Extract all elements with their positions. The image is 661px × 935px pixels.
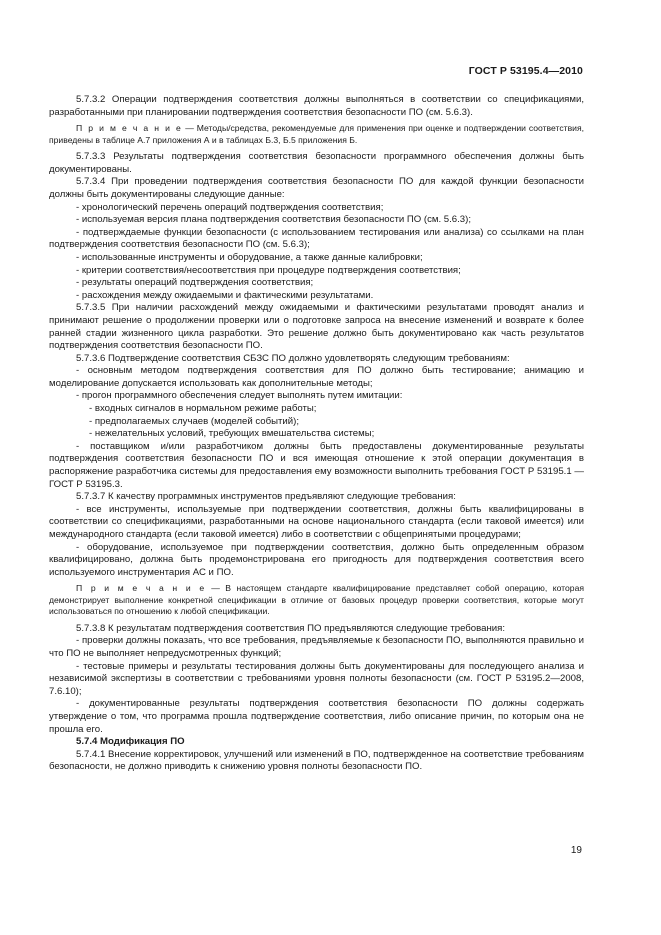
document-body (49, 94, 584, 774)
list-item: - подтверждаемые функции безопасности (с использованием тестирования или анализа) со ссылками на план подтверждения соответствия безопасности ПО (см. 5.6.3); (49, 226, 584, 251)
paragraph-5-7-3-4: 5.7.3.4 При проведении подтверждения соответствия безопасности ПО для каждой функции безопасности должны быть документированы следующие данные: (49, 176, 584, 200)
sub-list-item: - предполагаемых случаев (моделей событий); (89, 415, 299, 427)
note-methods (49, 123, 584, 146)
document-number-header: ГОСТ Р 53195.4—2010 (468, 65, 583, 77)
list-item: - использованные инструменты и оборудование, а также данные калибровки; (76, 251, 423, 263)
list-item: - поставщиком и/или разработчиком должны быть предоставлены документированные результаты подтверждения соответствия безопасности ПО и вся имеющая отношение к этой операции документация в распоряжение разработчика системы для предоставления ему возможности выполнить требования ГОСТ Р 53195.1 — ГОСТ Р 53195.3. (49, 440, 584, 490)
note-label: П р и м е ч а н и е (76, 123, 183, 134)
note-label: П р и м е ч а н и е (76, 583, 206, 594)
list-item: - расхождения между ожидаемыми и фактическими результатами. (76, 289, 374, 301)
list-item: - результаты операций подтверждения соответствия; (76, 277, 314, 289)
paragraph-5-7-3-2: 5.7.3.2 Операции подтверждения соответствия должны выполняться в соответствии со спецификациями, разработанными при планировании подтверждения соответствия безопасности ПО (см. 5.6.3). (49, 94, 584, 118)
paragraph-5-7-4-1: 5.7.4.1 Внесение корректировок, улучшений или изменений в ПО, подтвержденное на соответствие требованиям безопасности, не должно приводить к снижению уровня полноты безопасности ПО. (49, 748, 584, 773)
note-text: — Методы/средства, рекомендуемые для применения при оценке и подтверждении соответствия, приведены в таблице А.7 приложения А и в таблицах Б.3, Б.5 приложения Б. (49, 123, 584, 145)
list-item: - тестовые примеры и результаты тестирования должны быть документированы для последующего анализа и независимой экспертизы в соответствии с требованиями уровня полноты безопасности (см. ГОСТ Р 53195.2—2008, 7.6.10); (49, 660, 584, 697)
paragraph-5-7-3-8: 5.7.3.8 К результатам подтверждения соответствия ПО предъявляются следующие требования: (76, 622, 505, 634)
list-item: - оборудование, используемое при подтверждении соответствия, должно быть определенным образом квалифицировано, должна быть продемонстрирована его пригодность для подтверждения соответствия всего используемого инструментария АС и ПО. (49, 541, 584, 578)
paragraph-5-7-3-5: 5.7.3.5 При наличии расхождений между ожидаемыми и фактическими результатами проводят анализ и принимают решение о продолжении проверки или о подготовке запроса на внесение изменений и возврате к более ранней стадии жизненного цикла разработки. Это решение должно быть документировано как часть результатов подтверждения соответствия безопасности ПО. (49, 302, 584, 352)
list-item: - прогон программного обеспечения следует выполнять путем имитации: (76, 390, 403, 402)
list-item: - хронологический перечень операций подтверждения соответствия; (76, 201, 384, 213)
page-number: 19 (570, 845, 582, 856)
note-qualification (49, 583, 584, 618)
list-item: - проверки должны показать, что все требования, предъявляемые к безопасности ПО, выполняются правильно и что ПО не выполняет непредусмотренных функций; (49, 635, 584, 660)
list-item: - критерии соответствия/несоответствия при процедуре подтверждения соответствия; (76, 264, 461, 276)
sub-list-item: - нежелательных условий, требующих вмешательства системы; (89, 428, 375, 440)
list-item: - основным методом подтверждения соответствия для ПО должно быть тестирование; анимацию и моделирование допускается использовать как дополнительные методы; (49, 365, 584, 389)
list-item: - все инструменты, используемые при подтверждении соответствия, должны быть квалифицированы в соответствии со спецификациями, разработанными на основе национального стандарта (если таковой имеется) или международного стандарта (если таковой имеется) либо в соответствии с общепринятыми процедурами; (49, 503, 584, 540)
sub-list-item: - входных сигналов в нормальном режиме работы; (89, 403, 317, 415)
note-text: — В настоящем стандарте квалифицирование представляет собой операцию, которая демонстрирует выполнение конкретной спецификации в отличие от базовых процедур проверки соответствия, которые могут использоваться по отношению к любой спецификации. (49, 583, 584, 617)
section-heading-5-7-4: 5.7.4 Модификация ПО (76, 736, 185, 748)
paragraph-5-7-3-6: 5.7.3.6 Подтверждение соответствия СБЗС ПО должно удовлетворять следующим требованиям: (76, 352, 510, 364)
paragraph-5-7-3-7: 5.7.3.7 К качеству программных инструментов предъявляют следующие требования: (76, 491, 456, 503)
list-item: - используемая версия плана подтверждения соответствия безопасности ПО (см. 5.6.3); (76, 214, 471, 226)
paragraph-5-7-3-3: 5.7.3.3 Результаты подтверждения соответствия безопасности программного обеспечения должны быть документированы. (49, 151, 584, 175)
list-item: - документированные результаты подтверждения соответствия безопасности ПО должны содержать утверждение о том, что программа прошла подтверждение соответствия, либо описание причин, по которым она не прошла его. (49, 698, 584, 735)
